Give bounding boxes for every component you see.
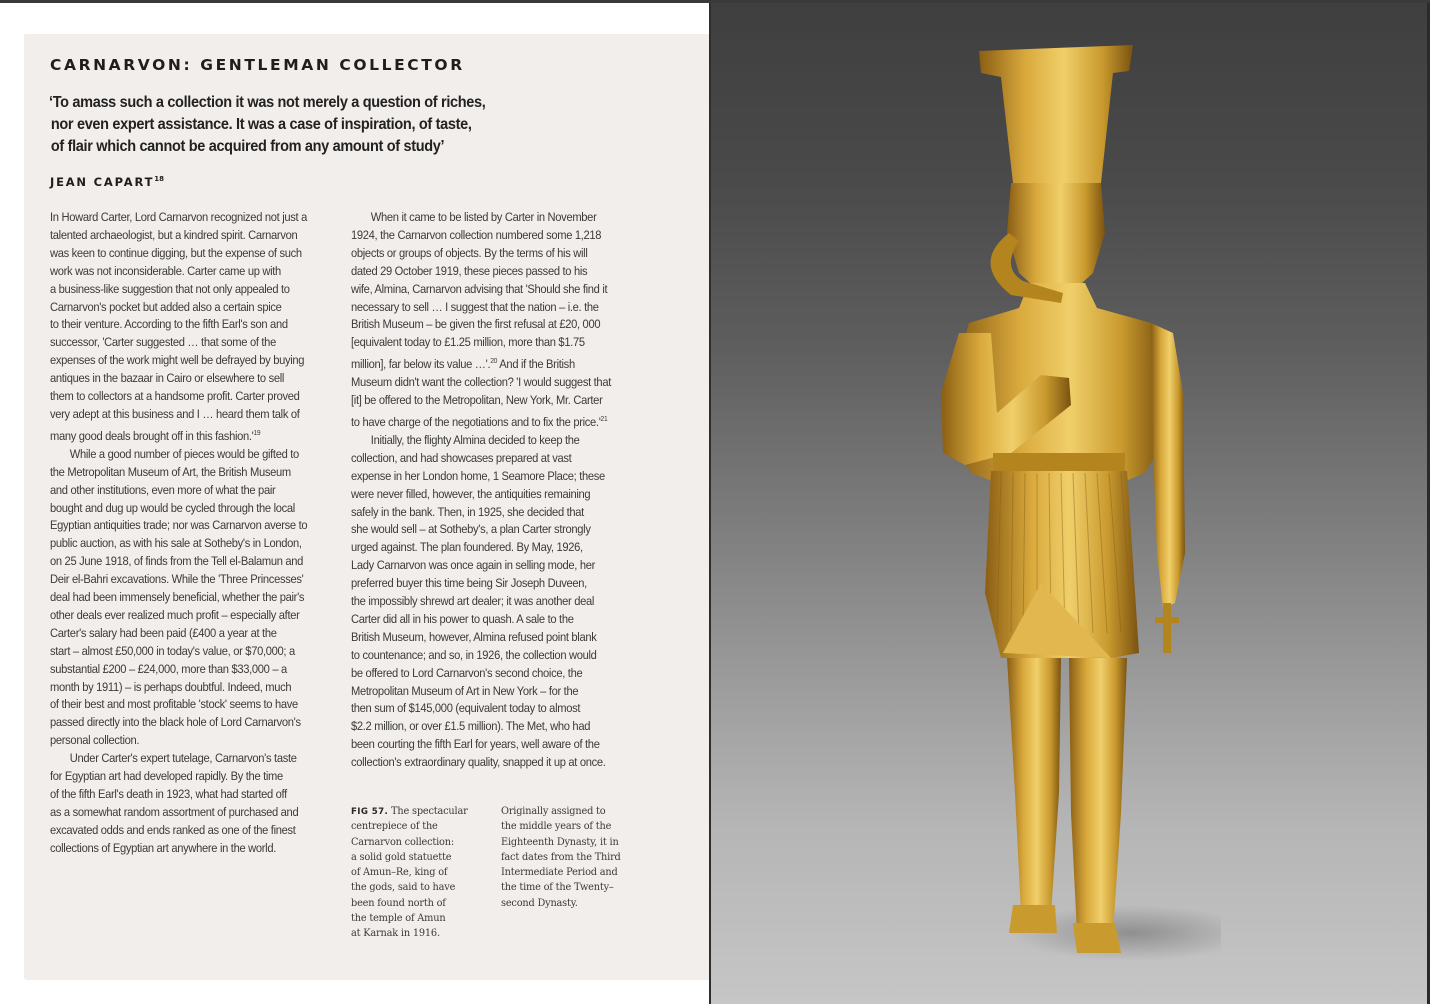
text-line: expense in her London home, 1 Seamore Place; these: [351, 468, 605, 483]
text-line: bought and dug up would be cycled through the local: [50, 500, 295, 515]
caption-line: second Dynasty.: [501, 896, 578, 909]
text-line: start – almost £50,000 in today's value, or $70,000; a: [50, 643, 295, 658]
text-line: for Egyptian art had developed rapidly. By the time: [50, 769, 283, 784]
text-line: them to collectors at a handsome profit. Carter proved: [50, 389, 300, 404]
caption-fragment: The spectacular: [388, 805, 468, 817]
section-title: CARNARVON: GENTLEMAN COLLECTOR: [50, 56, 465, 74]
gold-statuette-image: [901, 33, 1221, 973]
text-line: very adept at this business and I … heard them talk of: [50, 406, 300, 421]
text-line: were never filled, however, the antiquities remaining: [351, 486, 591, 501]
caption-line: Intermediate Period and: [501, 866, 618, 879]
text-line: talented archaeologist, but a kindred spirit. Carnarvon: [50, 227, 298, 242]
footnote-ref: 20: [490, 356, 498, 366]
text-line: passed directly into the black hole of Lord Carnarvon's: [50, 715, 301, 730]
text-line: to their venture. According to the fifth Earl's son and: [50, 317, 288, 332]
footnote-ref: 18: [154, 175, 165, 183]
text-line: Carnarvon's pocket but added also a certain spice: [50, 299, 282, 314]
footnote-ref: 21: [600, 413, 608, 423]
text-line: Under Carter's expert tutelage, Carnarvon's taste: [69, 751, 297, 766]
attribution-name: JEAN CAPART: [50, 175, 155, 189]
text-line: antiques in the bazaar in Cairo or elsewhere to sell: [50, 371, 285, 386]
caption-line: Eighteenth Dynasty, it in: [501, 835, 619, 848]
figure-caption-continued: [501, 804, 641, 911]
text-line: she would sell – at Sotheby's, a plan Carter strongly: [351, 522, 591, 537]
text-line: a business-like suggestion that not only appealed to: [50, 281, 290, 296]
left-page: [0, 3, 709, 1004]
text-line: 1924, the Carnarvon collection numbered some 1,218: [351, 227, 602, 242]
epigraph-quote: [49, 92, 486, 158]
text-line: expenses of the work might well be defrayed by buying: [50, 353, 305, 368]
text-line: personal collection.: [50, 733, 140, 748]
caption-line: Originally assigned to: [501, 805, 606, 817]
text-line: $2.2 million, or over £1.5 million). The Met, who had: [351, 719, 591, 734]
caption-line: [351, 804, 483, 819]
text-line: collection, and had showcases prepared at vast: [351, 450, 572, 465]
text-line: Deir el-Bahri excavations. While the 'Three Princesses': [50, 572, 304, 587]
text-line: dated 29 October 1919, these pieces passed to his: [351, 263, 588, 278]
text-line: [equivalent today to £1.25 million, more than $1.75: [351, 335, 585, 350]
body-column-1: [50, 209, 335, 858]
text-line: of the fifth Earl's death in 1923, what had started off: [50, 787, 287, 801]
text-line: as a somewhat random assortment of purchased and: [50, 804, 299, 819]
text-line: [351, 352, 608, 374]
text-line: wife, Almina, Carnarvon advising that 'Should she find it: [351, 281, 608, 296]
text-line: then sum of $145,000 (equivalent today to almost: [351, 701, 581, 716]
caption-line: of Amun–Re, king of: [351, 866, 448, 879]
text-line: Carter's salary had been paid (£400 a year at the: [50, 625, 277, 640]
caption-line: centrepiece of the: [351, 820, 438, 833]
text-line: Metropolitan Museum of Art in New York – for the: [351, 683, 579, 698]
caption-line: the temple of Amun: [351, 912, 446, 925]
photo-page: [709, 3, 1430, 1004]
text-line: Museum didn't want the collection? 'I would suggest that: [351, 375, 612, 390]
text-line: [351, 410, 608, 432]
text-line: was keen to continue digging, but the expense of such: [50, 245, 302, 260]
figure-label: FIG 57.: [351, 806, 389, 817]
body-column-2: [351, 209, 636, 772]
text-line: of their best and most profitable 'stock' seems to have: [50, 697, 298, 712]
text-line: excavated odds and ends ranked as one of the finest: [50, 822, 296, 837]
text-line: necessary to sell … I suggest that the nation – i.e. the: [351, 299, 599, 314]
text-line: safely in the bank. Then, in 1925, she decided that: [351, 504, 584, 519]
text-line: the impossibly shrewd art dealer; it was another deal: [351, 594, 595, 609]
caption-line: the time of the Twenty–: [501, 881, 614, 894]
text-line: Lady Carnarvon was once again in selling mode, her: [351, 558, 595, 573]
text-line: work was not inconsiderable. Carter came up with: [50, 263, 281, 278]
caption-line: Carnarvon collection:: [351, 835, 454, 848]
text-line: other deals ever realized much profit – especially after: [50, 607, 300, 622]
text-line: British Museum – be given the first refusal at £20, 000: [351, 317, 601, 332]
caption-line: fact dates from the Third: [501, 850, 621, 863]
text-line: British Museum, however, Almina refused point blank: [351, 629, 597, 644]
epigraph-line: ‘To amass such a collection it was not merely a question of riches,: [49, 94, 486, 111]
caption-line: the gods, said to have: [351, 881, 456, 894]
text-line: [50, 424, 307, 446]
text-line: urged against. The plan foundered. By May, 1926,: [351, 540, 583, 555]
text-line: [it] be offered to the Metropolitan, New York, Mr. Carter: [351, 393, 603, 408]
text-line: on 25 June 1918, of finds from the Tell el-Balamun and: [50, 554, 304, 569]
text-fragment: million], far below its value …'.: [351, 357, 491, 372]
caption-line: the middle years of the: [501, 820, 612, 833]
text-fragment: And if the British: [497, 357, 575, 372]
text-line: Initially, the flighty Almina decided to keep the: [370, 432, 580, 447]
text-line: collection's extraordinary quality, snapped it up at once.: [351, 755, 606, 770]
text-line: While a good number of pieces would be gifted to: [69, 446, 299, 461]
caption-line: been found north of: [351, 896, 446, 909]
quote-attribution: [50, 175, 164, 189]
text-fragment: many good deals brought off in this fashion.': [50, 428, 254, 443]
text-line: to countenance; and so, in 1926, the collection would: [351, 647, 597, 662]
caption-line: a solid gold statuette: [351, 850, 452, 863]
text-line: In Howard Carter, Lord Carnarvon recognized not just a: [50, 210, 307, 224]
text-line: objects or groups of objects. By the terms of his will: [351, 245, 588, 260]
text-line: been courting the fifth Earl for years, well aware of the: [351, 737, 600, 752]
text-line: deal had been immensely beneficial, whether the pair's: [50, 590, 305, 605]
text-line: the Metropolitan Museum of Art, the British Museum: [50, 464, 291, 479]
text-panel: [24, 34, 709, 980]
text-line: preferred buyer this time being Sir Joseph Duveen,: [351, 576, 587, 591]
epigraph-line: of flair which cannot be acquired from any amount of study’: [50, 138, 445, 155]
text-line: substantial £200 – £24,000, more than $33,000 – a: [50, 661, 287, 676]
text-line: When it came to be listed by Carter in November: [370, 210, 597, 224]
text-line: be offered to Lord Carnarvon's second choice, the: [351, 665, 583, 680]
caption-line: at Karnak in 1916.: [351, 927, 440, 940]
text-line: month by 1911) – is perhaps doubtful. Indeed, much: [50, 679, 292, 694]
text-line: and other institutions, even more of what the pair: [50, 482, 276, 497]
text-fragment: to have charge of the negotiations and to fix the price.': [351, 414, 601, 429]
text-line: collections of Egyptian art anywhere in the world.: [50, 840, 276, 855]
text-line: successor, 'Carter suggested … that some of the: [50, 335, 276, 350]
text-line: Carter did all in his power to quash. A sale to the: [351, 611, 574, 626]
epigraph-line: nor even expert assistance. It was a case of inspiration, of taste,: [50, 116, 472, 133]
footnote-ref: 19: [253, 427, 261, 437]
text-line: Egyptian antiquities trade; nor was Carnarvon averse to: [50, 518, 308, 533]
text-line: public auction, as with his sale at Sotheby's in London,: [50, 536, 302, 551]
figure-caption: [351, 804, 491, 942]
